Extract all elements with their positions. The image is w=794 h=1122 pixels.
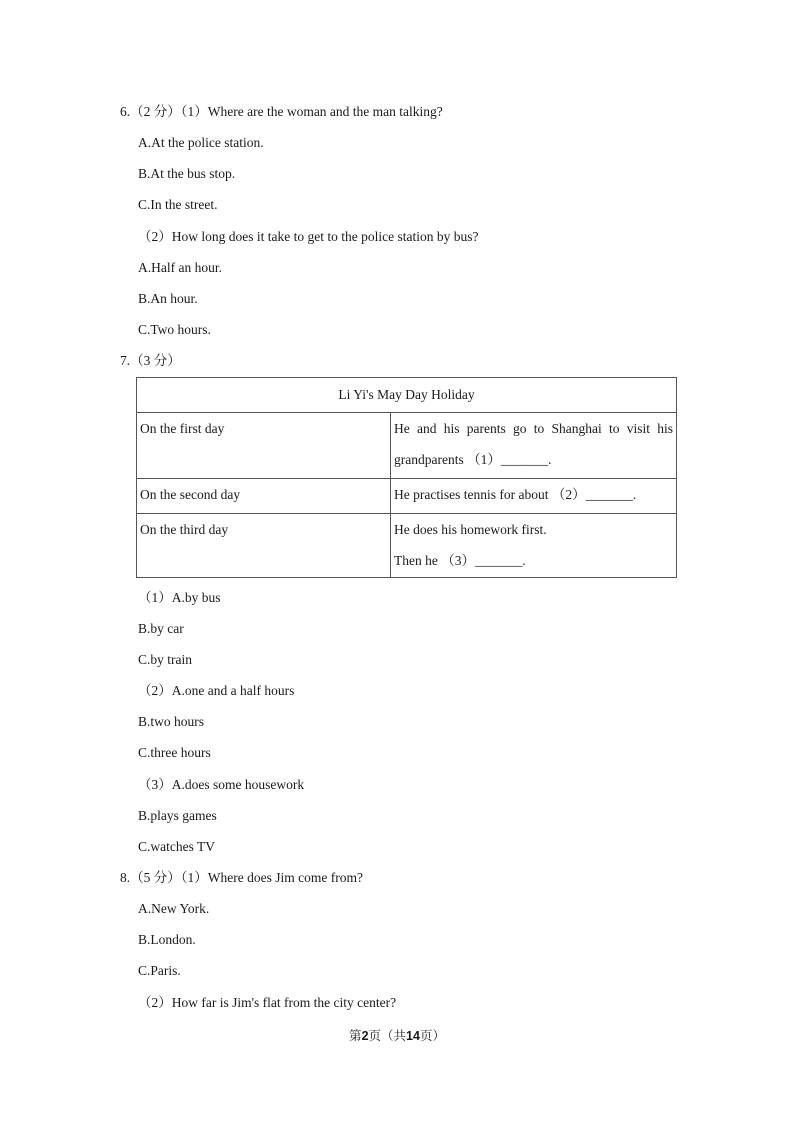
table-row	[137, 514, 677, 578]
table-cell-activity: He practises tennis for about （2）_______.	[391, 479, 677, 514]
table-caption-row	[137, 378, 677, 413]
footer-total-pages: 14	[406, 1029, 420, 1043]
q6-stem: 6.（2 分）（1）Where are the woman and the man talking?	[120, 104, 443, 119]
q6-option: B.An hour.	[138, 291, 198, 306]
q7-stem: 7.（3 分）	[120, 353, 181, 368]
table-caption: Li Yi's May Day Holiday	[137, 378, 677, 413]
q8-option: A.New York.	[138, 901, 210, 916]
q7-option: C.three hours	[138, 745, 211, 760]
activity-line: Then he （3）_______.	[394, 553, 526, 568]
table-cell-day: On the second day	[137, 479, 391, 514]
q7-option: （2）A.one and a half hours	[138, 683, 295, 698]
table-cell-activity	[391, 413, 677, 479]
table-cell-activity	[391, 514, 677, 578]
q7-option: （3）A.does some housework	[138, 777, 305, 792]
table-row	[137, 479, 677, 514]
q7-option: B.plays games	[138, 808, 217, 823]
footer-suffix: 页）	[419, 1029, 445, 1043]
table-row	[137, 413, 677, 479]
q8-part2-stem: （2）How far is Jim's flat from the city center?	[138, 995, 397, 1010]
table-cell-day: On the first day	[137, 413, 391, 479]
q6-part2-stem: （2）How long does it take to get to the police station by bus?	[138, 229, 479, 244]
q7-option: C.by train	[138, 652, 192, 667]
q6-option: B.At the bus stop.	[138, 166, 236, 181]
footer-page-number: 2	[361, 1029, 369, 1043]
q8-stem: 8.（5 分）（1）Where does Jim come from?	[120, 870, 363, 885]
holiday-table	[136, 377, 677, 578]
q6-option: A.At the police station.	[138, 135, 264, 150]
footer-prefix: 第	[349, 1029, 362, 1043]
activity-line: grandparents （1）_______.	[394, 452, 552, 467]
q6-option: C.In the street.	[138, 197, 218, 212]
q7-option: B.two hours	[138, 714, 205, 729]
page-footer	[0, 1026, 794, 1044]
footer-middle: 页（共	[368, 1029, 407, 1043]
q6-option: C.Two hours.	[138, 322, 211, 337]
q7-option: C.watches TV	[138, 839, 215, 854]
q7-option: （1）A.by bus	[138, 590, 221, 605]
activity-line: He and his parents go to Shanghai to visit his	[394, 421, 673, 436]
table-cell-day: On the third day	[137, 514, 391, 578]
q8-option: C.Paris.	[138, 963, 181, 978]
q6-option: A.Half an hour.	[138, 260, 222, 275]
q8-option: B.London.	[138, 932, 196, 947]
activity-line: He does his homework first.	[394, 522, 547, 537]
q7-option: B.by car	[138, 621, 184, 636]
